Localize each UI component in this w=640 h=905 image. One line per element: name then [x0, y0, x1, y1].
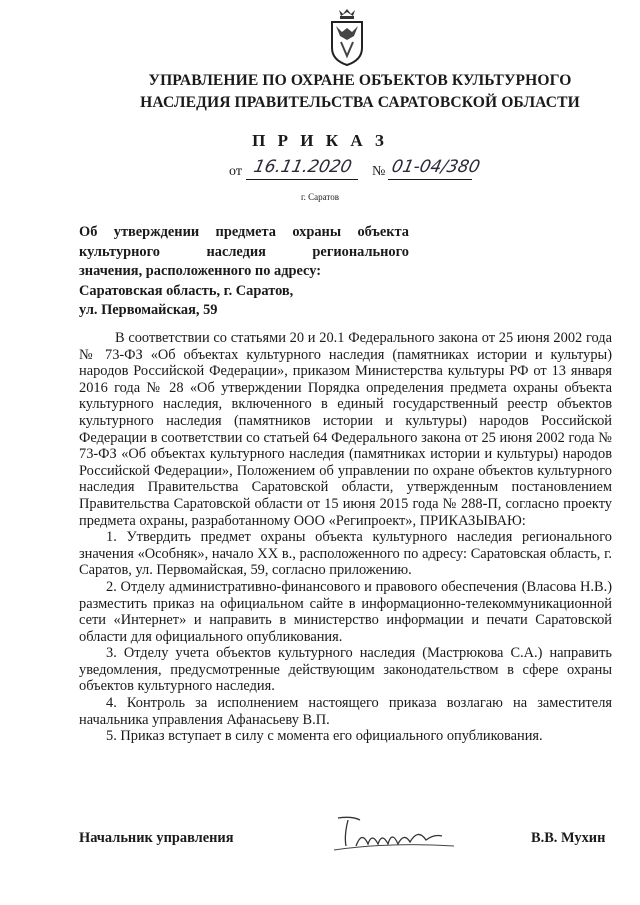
document-title: П Р И К А З [252, 131, 388, 150]
subject-line: ул. Первомайская, 59 [79, 302, 218, 319]
number-underline [388, 179, 472, 180]
order-item: 5. Приказ вступает в силу с момента его официального опубликования. [106, 728, 543, 745]
saratov-coat-of-arms-icon [327, 6, 367, 68]
order-item: 4. Контроль за исполнением настоящего приказа возлагаю на заместителя начальника управления Афанасьеву В.П. [79, 695, 612, 728]
organization-name-line2: НАСЛЕДИЯ ПРАВИТЕЛЬСТВА САРАТОВСКОЙ ОБЛАСТИ [140, 94, 580, 111]
order-items [79, 529, 612, 745]
subject-line: значения, расположенного по адресу: [79, 263, 322, 280]
order-item: 1. Утвердить предмет охраны объекта культурного наследия регионального значения «Особняк», начало XX в., расположенного по адресу: Саратовская область, г. Саратов, ул. Первомайская, 59, согласно приложению. [79, 529, 612, 579]
number-prefix: № [372, 164, 386, 179]
signatory-title: Начальник управления [79, 830, 234, 846]
organization-name-line1: УПРАВЛЕНИЕ ПО ОХРАНЕ ОБЪЕКТОВ КУЛЬТУРНОГО [148, 72, 572, 89]
order-item: 2. Отделу административно-финансового и правового обеспечения (Власова Н.В.) разместить приказ на официальном сайте в информационно-телекоммуникационной сети «Интернет» и направить в министерство информации и печати Саратовской области для официального опубликования. [79, 578, 612, 645]
issue-city: г. Саратов [301, 192, 339, 202]
signatory-name: В.В. Мухин [531, 830, 606, 846]
preamble-paragraph: В соответствии со статьями 20 и 20.1 Федерального закона от 25 июня 2002 года № 73-ФЗ «Об объектах культурного наследия (памятниках истории и культуры) народов Российской Федерации», приказом Министерства культуры РФ от 13 января 2016 года № 28 «Об утверждении Порядка определения предмета охраны объекта культурного наследия, включенного в единый государственный реестр объектов культурного наследия (памятников истории и культуры) народов Российской Федерации в соответствии со статьей 64 Федерального закона от 25 июня 2002 года № 73-ФЗ «Об объектах культурного наследия (памятниках истории и культуры) народов Российской Федерации», Положением об управлении по охране объектов культурного наследия Правительства Саратовской области, утвержденным постановлением Правительства Саратовской области от 15 июня 2015 года № 288-П, согласно проекту предмета охраны, разработанному ООО «Регипроект», ПРИКАЗЫВАЮ: [79, 330, 612, 529]
subject-line: Саратовская область, г. Саратов, [79, 282, 294, 299]
order-number: 01-04/380 [389, 157, 482, 177]
subject-line: культурного наследия регионального [79, 243, 409, 260]
order-subject [79, 223, 409, 321]
handwritten-signature [330, 806, 458, 856]
date-underline [246, 179, 358, 180]
order-date: 16.11.2020 [251, 157, 354, 177]
order-item: 3. Отделу учета объектов культурного наследия (Мастрюкова С.А.) направить уведомления, предусмотренные действующим законодательством в сфере охраны объектов культурного наследия. [79, 645, 612, 695]
subject-line: Об утверждении предмета охраны объекта [79, 224, 409, 240]
date-prefix: от [229, 164, 242, 179]
order-body [79, 330, 612, 745]
